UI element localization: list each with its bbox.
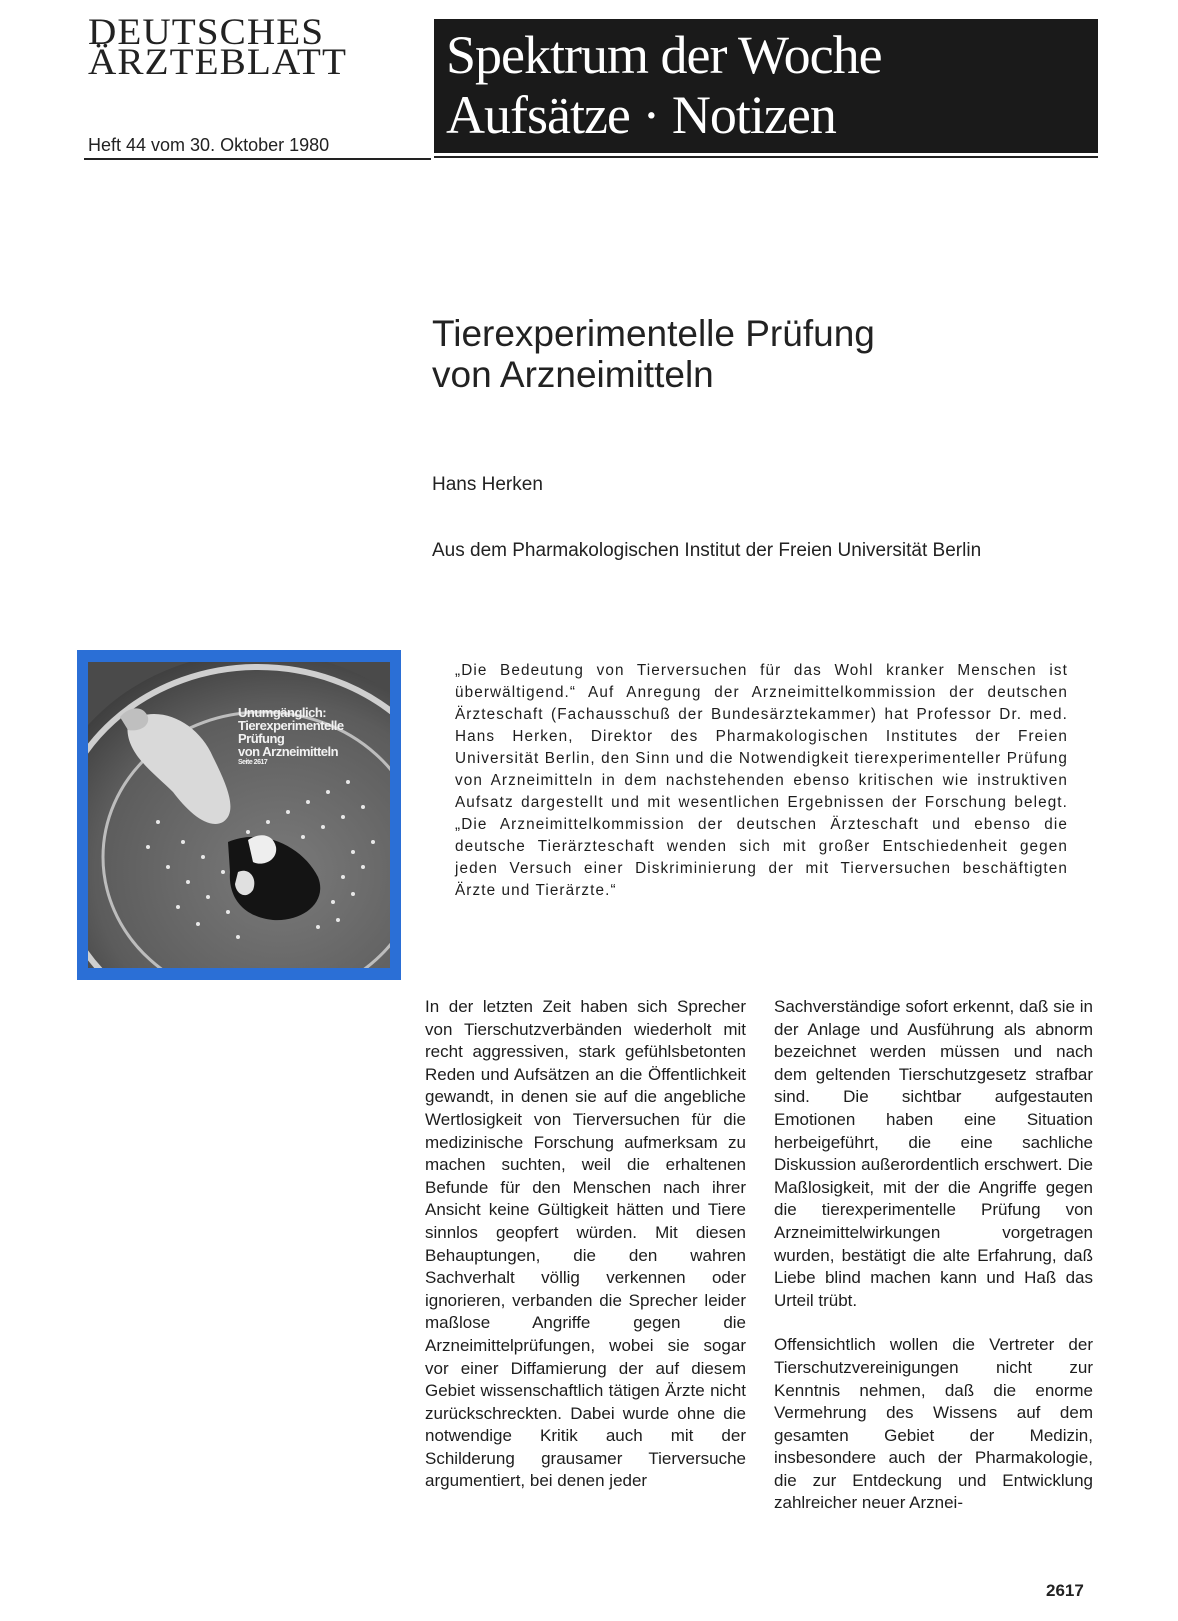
article-title: [432, 313, 875, 395]
title-line2: von Arzneimitteln: [432, 354, 714, 395]
body-paragraph: Sachverständige sofort erkennt, daß sie in der Anlage und Ausführung als abnorm bezeichnet werden müssen und nach dem geltenden Tierschutzgesetz strafbar sind. Die sichtbar aufgestauten Emotionen haben eine Situation herbeigeführt, die eine sachliche Diskussion außerordentlich erschwert. Die Maßlosigkeit, mit der die Angriffe gegen die tierexperimentelle Prüfung von Arzneimittelwirkungen vorgetragen wurden, bestätigt die alte Erfahrung, daß Liebe blind machen kann und Haß das Urteil trübt.: [774, 997, 1093, 1310]
section-banner: [434, 19, 1098, 153]
banner-line1: Spektrum der Woche: [446, 25, 882, 85]
page-number: 2617: [1046, 1581, 1084, 1600]
author: Hans Herken: [432, 474, 543, 495]
institution: Aus dem Pharmakologischen Institut der Freien Universität Berlin: [432, 540, 982, 561]
masthead: [88, 12, 432, 83]
photo-caption-line2: Tierexperimentelle: [238, 718, 344, 733]
cover-photo: [77, 650, 401, 980]
banner-line2: Aufsätze · Notizen: [446, 85, 836, 145]
body-paragraph: In der letzten Zeit haben sich Sprecher von Tierschutzverbänden wiederholt mit recht aggressiven, stark gefühlsbetonten Reden und Aufsätzen an die Öffentlichkeit gewandt, in denen sie auf die angebliche Wertlosigkeit von Tierversuchen für die medizinische Forschung aufmerksam zu machen suchten, weil die erhaltenen Befunde für den Menschen nach ihrer Ansicht keine Gültigkeit hätten und Tiere sinnlos geopfert würden. Mit diesen Behauptungen, die den wahren Sachverhalt völlig verkennen oder ignorieren, verbanden die Sprecher leider maßlose Angriffe gegen die Arzneimittelprüfungen, wobei sie sogar vor einer Diffamierung der auf diesem Gebiet wissenschaftlich tätigen Ärzte nicht zurückschreckten. Dabei wurde ohne die notwendige Kritik auch mit der Schilderung grausamer Tierversuche argumentiert, bei denen jeder: [425, 997, 746, 1491]
masthead-rule: [84, 158, 431, 160]
body-column-2: [774, 996, 1093, 1515]
photo-caption-line5: Seite 2617: [238, 759, 268, 766]
photo-caption: [238, 706, 344, 768]
body-column-1: [425, 996, 746, 1493]
title-line1: Tierexperimentelle Prüfung: [432, 313, 875, 354]
masthead-line2: ÄRZTEBLATT: [88, 42, 347, 83]
body-paragraph: Offensichtlich wollen die Vertreter der Tierschutzvereinigungen nicht zur Kenntnis nehmen, daß die enorme Vermehrung des Wissens auf dem gesamten Gebiet der Medizin, insbesondere auch der Pharmakologie, die zur Entdeckung und Entwicklung zahlreicher neuer Arznei-: [774, 1335, 1093, 1513]
banner-rule: [434, 156, 1098, 158]
intro-paragraph: „Die Bedeutung von Tierversuchen für das Wohl kranker Menschen ist überwältigend.“ Auf Anregung der Arzneimittelkommission der deutschen Ärzteschaft (Fachausschuß der Bundesärztekammer) hat Professor Dr. med. Hans Herken, Direktor des Pharmakologischen Institutes der Freien Universität Berlin, den Sinn und die Notwendigkeit tierexperimenteller Prüfung von Arzneimitteln in dem nachstehenden ebenso kritischen wie instruktiven Aufsatz dargestellt und mit wesentlichen Ergebnissen der Forschung belegt. „Die Arzneimittelkommission der deutschen Ärzteschaft und ebenso die deutsche Tierärzteschaft wenden sich mit großer Entschiedenheit gegen jeden Versuch einer Diskriminierung der mit Tierversuchen beschäftigten Ärzte und Tierärzte.“: [455, 662, 1068, 899]
masthead-line1: DEUTSCHES: [88, 12, 325, 53]
photo-caption-line4: von Arzneimitteln: [238, 744, 339, 759]
photo-caption-line1: Unumgänglich:: [238, 705, 327, 720]
photo-caption-line3: Prüfung: [238, 731, 285, 746]
photo-image: [88, 662, 390, 968]
issue-line: Heft 44 vom 30. Oktober 1980: [88, 135, 330, 155]
